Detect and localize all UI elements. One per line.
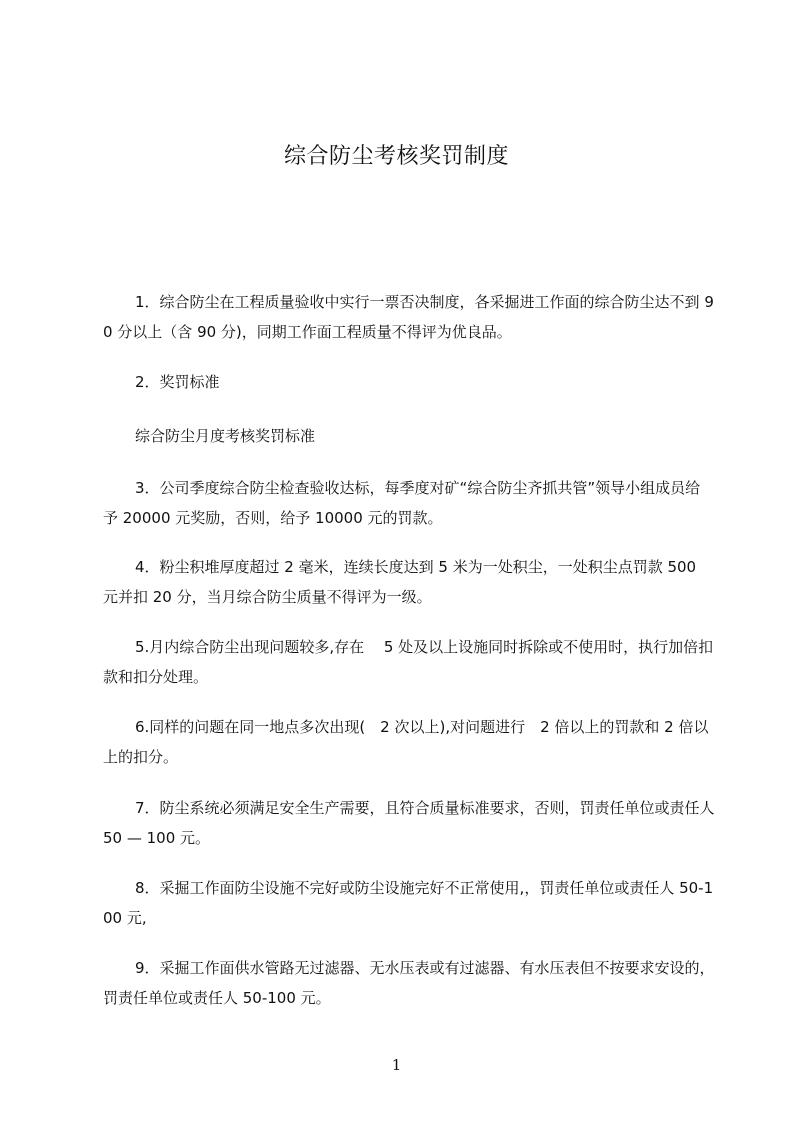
- document-title: 综合防尘考核奖罚制度: [283, 144, 509, 169]
- paragraph-subheading: 综合防尘月度考核奖罚标准: [135, 427, 316, 445]
- paragraph-1: 1．综合防尘在工程质量验收中实行一票否决制度，各采掘进工作面的综合防尘达不到 90 分以上（含 90 分)，同期工作面工程质量不得评为优良品。: [103, 293, 714, 341]
- page-number: 1: [391, 1056, 402, 1074]
- paragraph-9: 9．采掘工作面供水管路无过滤器、无水压表或有过滤器、有水压表但不按要求安设的，罚责任单位或责任人 50-100 元。: [103, 959, 715, 1007]
- paragraph-2: 2．奖罚标准: [135, 373, 220, 391]
- paragraph-7: 7．防尘系统必须满足安全生产需要，且符合质量标准要求，否则，罚责任单位或责任人 50 — 100 元。: [103, 799, 715, 847]
- paragraph-4: 4．粉尘积堆厚度超过 2 毫米，连续长度达到 5 米为一处积尘，一处积尘点罚款 500 元并扣 20 分，当月综合防尘质量不得评为一级。: [103, 558, 697, 606]
- paragraph-6: 6.同样的问题在同一地点多次出现( 2 次以上),对问题进行 2 倍以上的罚款和 2 倍以上的扣分。: [103, 718, 709, 766]
- paragraph-3: 3．公司季度综合防尘检查验收达标，每季度对矿“综合防尘齐抓共管”领导小组成员给予 20000 元奖励，否则，给予 10000 元的罚款。: [103, 479, 701, 527]
- paragraph-8: 8．采掘工作面防尘设施不完好或防尘设施完好不正常使用,，罚责任单位或责任人 50-100 元,: [103, 879, 714, 927]
- paragraph-5: 5.月内综合防尘出现问题较多,存在 5 处及以上设施同时拆除或不使用时，执行加倍扣款和扣分处理。: [103, 638, 714, 686]
